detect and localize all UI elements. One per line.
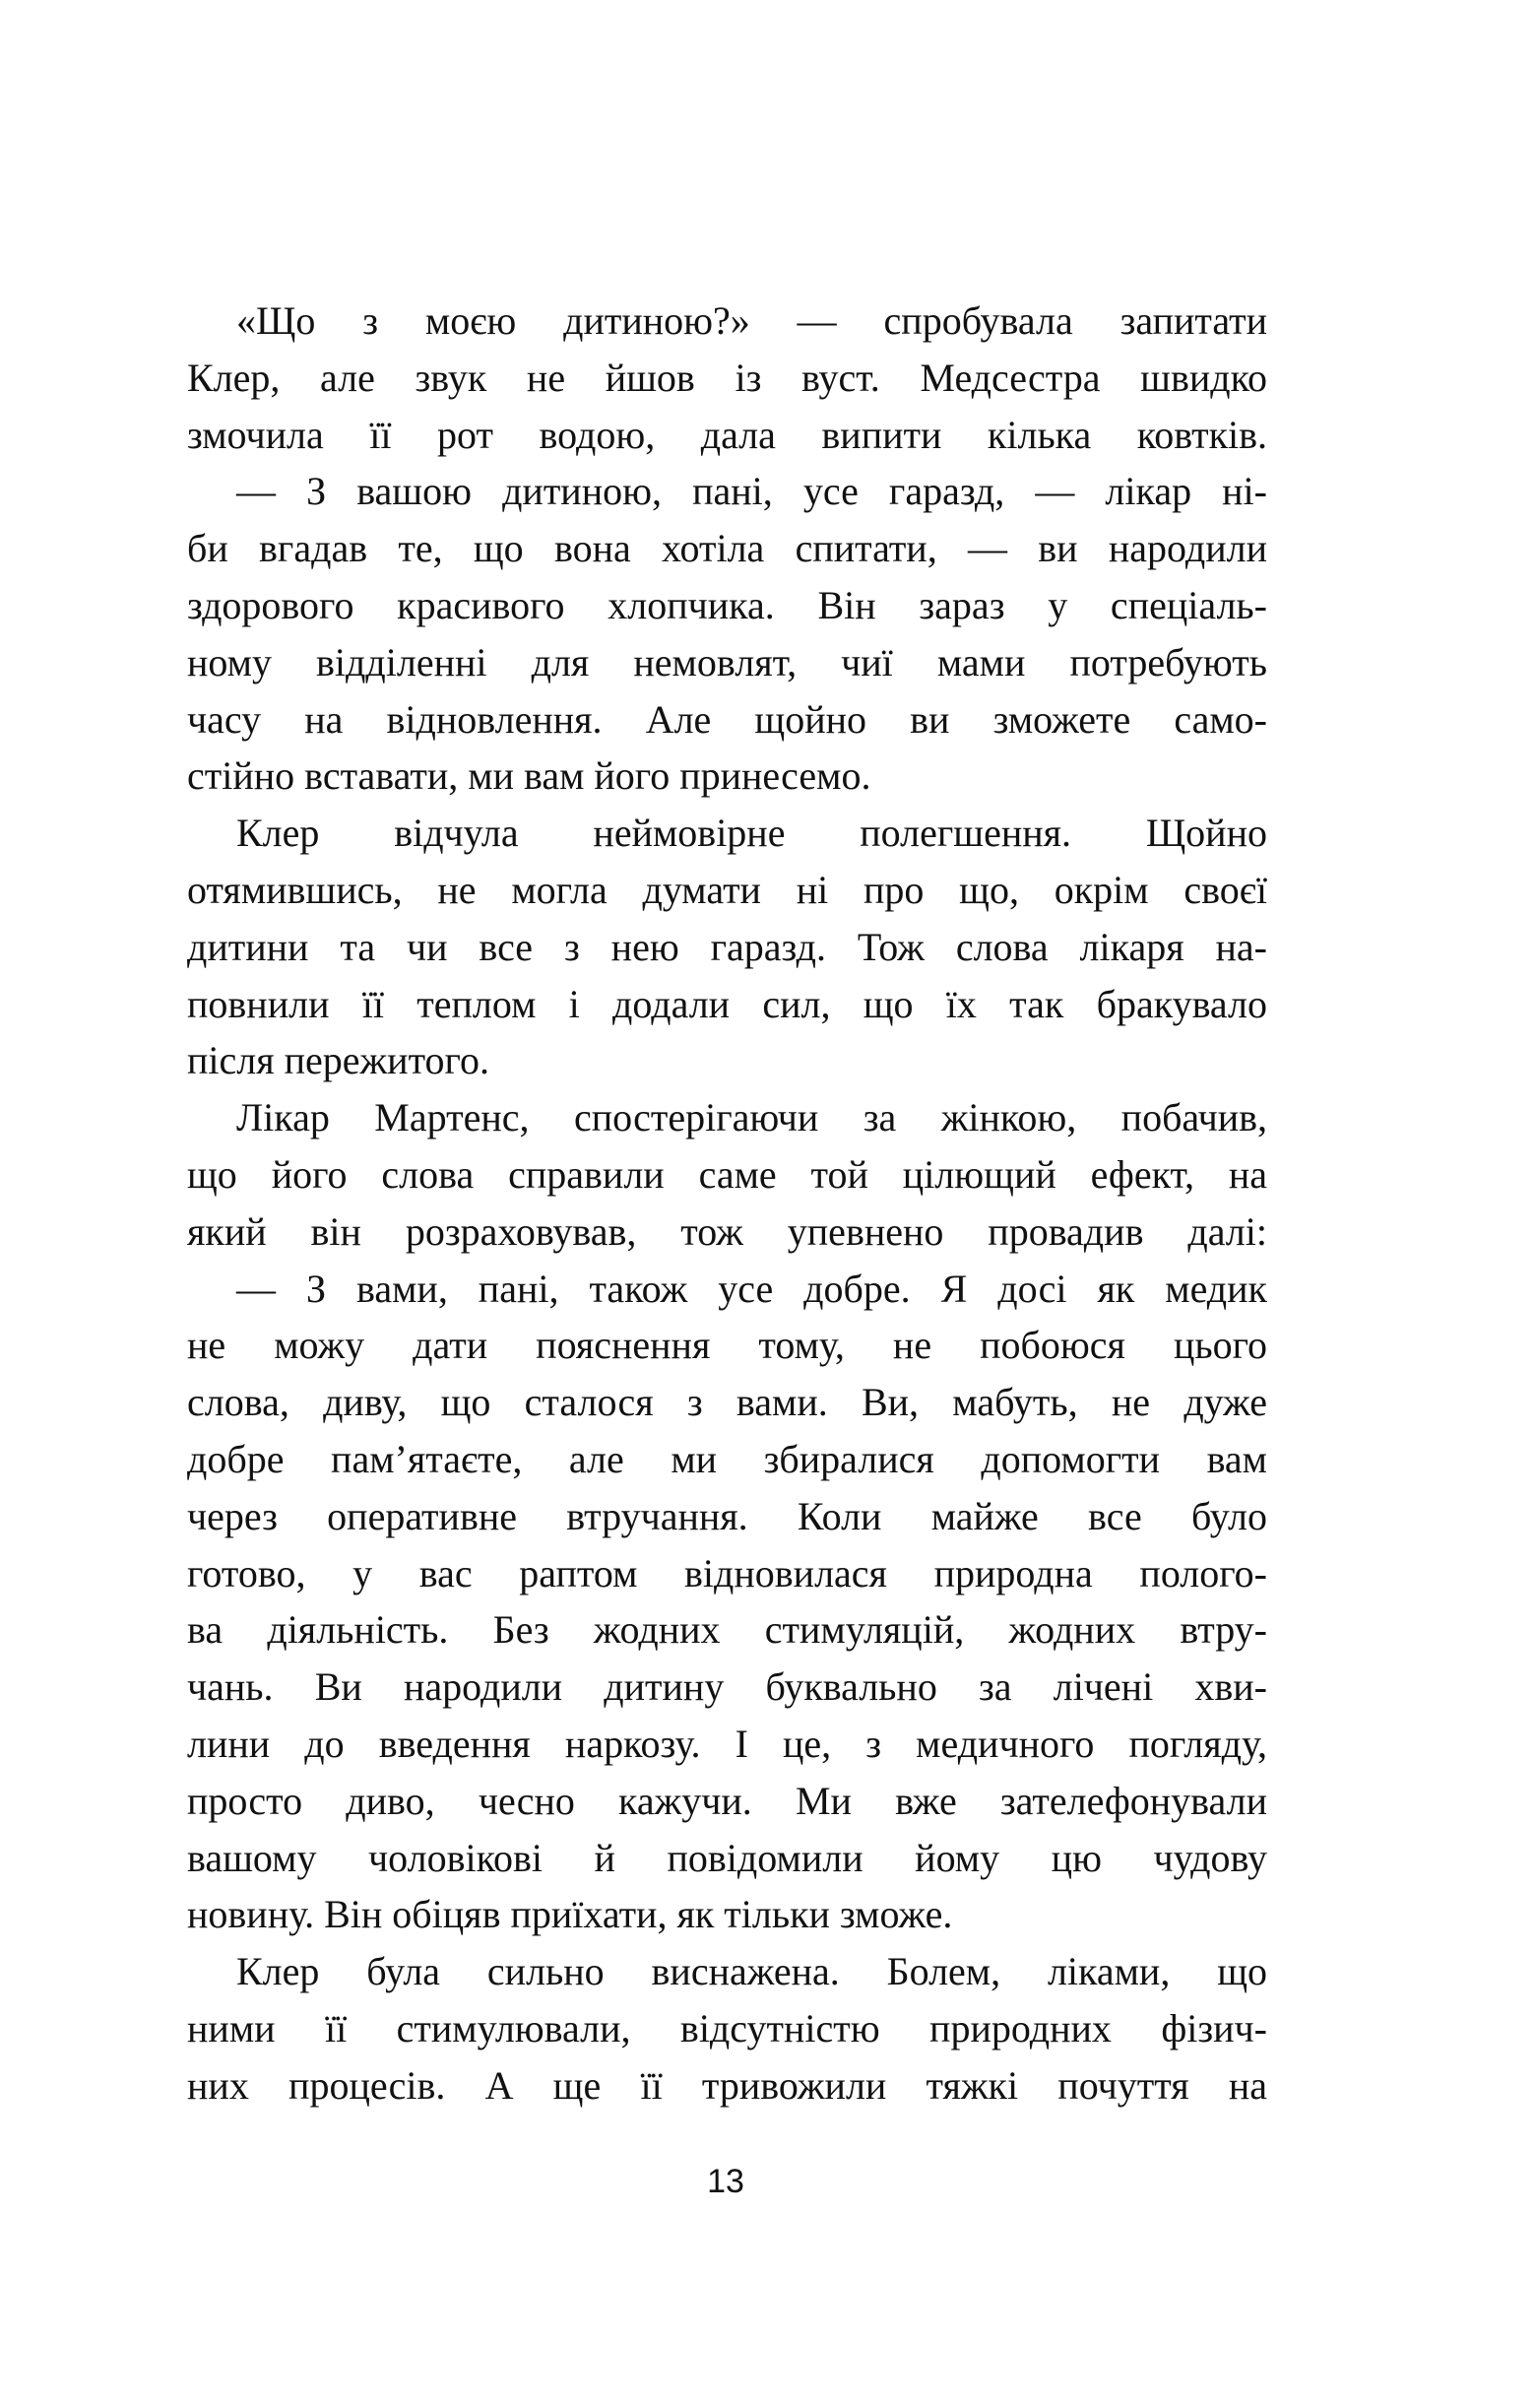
text-line: Лікар Мартенс, спостерігаючи за жінкою, побачив, [236, 1095, 1267, 1140]
text-line: них процесів. А ще її тривожили тяжкі почуття на [187, 2062, 1267, 2108]
text-line: після пережитого. [187, 1038, 489, 1083]
text-line: просто диво, чесно кажучи. Ми вже зателефонували [187, 1778, 1267, 1823]
text-line: слова, диву, що сталося з вами. Ви, мабуть, не дуже [187, 1380, 1267, 1425]
text-line: — З вашою дитиною, пані, усе гаразд, — лікар ні- [236, 469, 1267, 514]
text-line: «Що з моєю дитиною?» — спробувала запитати [236, 298, 1267, 343]
page-number: 13 [707, 2163, 744, 2200]
text-line: новину. Він обіцяв приїхати, як тільки зможе. [187, 1892, 953, 1937]
body-text [187, 293, 1267, 2115]
text-line: ва діяльність. Без жодних стимуляцій, жодних втру- [187, 1607, 1267, 1653]
text-line: стійно вставати, ми вам його принесемо. [187, 753, 871, 799]
text-line: через оперативне втручання. Коли майже все було [187, 1493, 1267, 1538]
text-line: лини до введення наркозу. І це, з медичного погляду, [187, 1721, 1267, 1766]
text-line: дитини та чи все з нею гаразд. Тож слова лікаря на- [187, 924, 1267, 969]
text-line: часу на відновлення. Але щойно ви зможете само- [187, 696, 1267, 742]
text-line: Клер була сильно виснажена. Болем, ліками, що [236, 1949, 1267, 1994]
text-line: ному відділенні для немовлят, чиї мами потребують [187, 639, 1267, 684]
text-line: що його слова справили саме той цілющий ефект, на [187, 1151, 1267, 1197]
text-line: чань. Ви народили дитину буквально за лічені хви- [187, 1664, 1267, 1710]
text-line: — З вами, пані, також усе добре. Я досі як медик [236, 1266, 1267, 1311]
text-line: здорового красивого хлопчика. Він зараз у спеціаль- [187, 582, 1267, 627]
text-line: отямившись, не могла думати ні про що, окрім своєї [187, 867, 1267, 912]
text-line: вашому чоловікові й повідомили йому цю чудову [187, 1835, 1267, 1880]
text-line: Клер, але звук не йшов із вуст. Медсестра швидко [187, 355, 1267, 400]
text-line: готово, у вас раптом відновилася природна полого- [187, 1550, 1267, 1595]
text-line: не можу дати пояснення тому, не побоюся цього [187, 1323, 1267, 1368]
text-line: повнили її теплом і додали сил, що їх так бракувало [187, 981, 1267, 1026]
text-line: змочила її рот водою, дала випити кілька ковтків. [187, 412, 1267, 457]
text-line: би вгадав те, що вона хотіла спитати, — ви народили [187, 526, 1267, 571]
text-line: ними її стимулювали, відсутністю природних фізич- [187, 2005, 1267, 2050]
text-line: добре пам’ятаєте, але ми збиралися допомогти вам [187, 1436, 1267, 1481]
text-line: який він розраховував, тож упевнено провадив далі: [187, 1208, 1267, 1254]
text-line: Клер відчула неймовірне полегшення. Щойно [236, 811, 1267, 856]
